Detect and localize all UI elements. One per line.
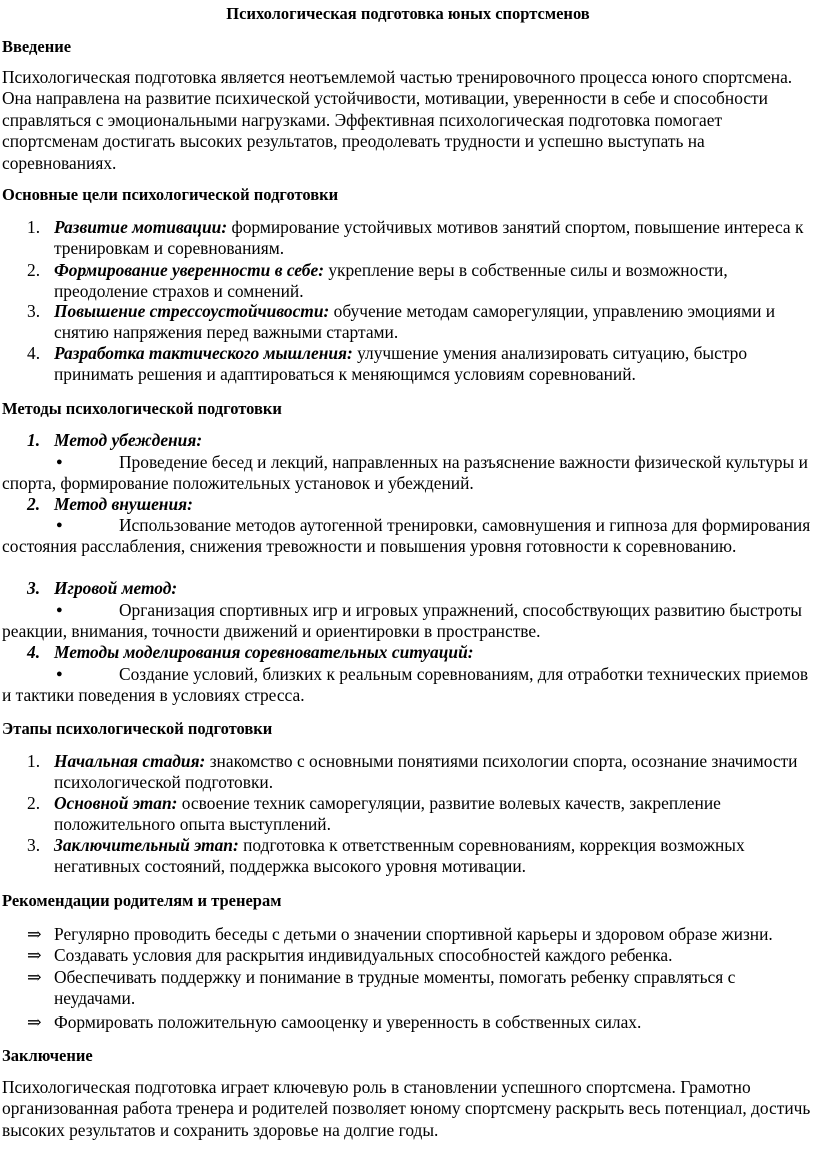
goal-text: улучшение умения анализировать ситуацию, быстро принимать решения и адаптироваться к меняющимся условиям соревнований. xyxy=(54,343,748,385)
goal-text: обучение методам саморегуляции, управлению эмоциями и снятию напряжения перед важными стартами. xyxy=(54,301,776,343)
methods-heading: Методы психологической подготовки xyxy=(2,399,282,418)
method-bullet xyxy=(2,600,814,643)
method-title xyxy=(27,430,813,451)
recommendation-item xyxy=(27,924,813,945)
goal-number: 4. xyxy=(27,343,41,363)
recommendation-text: Регулярно проводить беседы с детьми о значении спортивной карьеры и здоровом образе жизни. xyxy=(54,924,773,944)
method-number: 2. xyxy=(27,494,41,514)
document-title: Психологическая подготовка юных спортсменов xyxy=(226,4,590,23)
method-bullet-text: Организация спортивных игр и игровых упражнений, способствующих развитию быстроты реакции, внимания, точности движений и ориентировки в пространстве. xyxy=(2,600,802,642)
conclusion-heading: Заключение xyxy=(2,1046,93,1065)
recommendation-text: Формировать положительную самооценку и уверенность в собственных силах. xyxy=(54,1012,642,1032)
arrow-right-icon: ⇒ xyxy=(27,945,42,965)
goal-number: 1. xyxy=(27,217,41,237)
goal-item xyxy=(27,343,813,386)
goal-text: формирование устойчивых мотивов занятий спортом, повышение интереса к тренировкам и соревнованиям. xyxy=(54,217,804,259)
bullet-dot-icon: ● xyxy=(56,668,63,680)
stage-text: освоение техник саморегуляции, развитие волевых качеств, закрепление положительного опыта выступлений. xyxy=(54,793,721,835)
arrow-right-icon: ⇒ xyxy=(27,967,42,987)
goal-item xyxy=(27,260,813,303)
method-bullet xyxy=(2,664,814,707)
method-bullet xyxy=(2,452,814,495)
method-bullet-text: Создание условий, близких к реальным соревнованиям, для отработки технических приемов и тактики поведения в условиях стресса. xyxy=(2,664,809,706)
method-term: Метод убеждения: xyxy=(54,430,203,450)
stage-text: знакомство с основными понятиями психологии спорта, осознание значимости психологической подготовки. xyxy=(54,751,798,793)
stage-number: 2. xyxy=(27,793,41,813)
goal-term: Разработка тактического мышления: xyxy=(54,343,353,363)
intro-heading: Введение xyxy=(2,37,72,56)
method-title xyxy=(27,578,813,599)
method-term: Метод внушения: xyxy=(54,494,193,514)
method-bullet-text: Проведение бесед и лекций, направленных на разъяснение важности физической культуры и спорта, формирование положительных установок и убеждений. xyxy=(2,452,808,494)
goal-term: Развитие мотивации: xyxy=(54,217,228,237)
method-term: Методы моделирования соревновательных ситуаций: xyxy=(54,642,474,662)
stage-term: Основной этап: xyxy=(54,793,178,813)
goal-item xyxy=(27,301,813,344)
goal-term: Повышение стрессоустойчивости: xyxy=(54,301,330,321)
conclusion-paragraph: Психологическая подготовка играет ключевую роль в становлении успешного спортсмена. Грамотно организованная работа тренера и родителей позволяет юному спортсмену раскрыть весь потенциал, достичь высоких результатов и сохранить здоровье на долгие годы. xyxy=(2,1077,811,1140)
method-bullet-text: Использование методов аутогенной тренировки, самовнушения и гипноза для формирования состояния расслабления, снижения тревожности и повышения уровня готовности к соревнованию. xyxy=(2,515,811,557)
bullet-dot-icon: ● xyxy=(56,456,63,468)
goal-number: 2. xyxy=(27,260,41,280)
method-title xyxy=(27,642,813,663)
recommendation-text: Обеспечивать поддержку и понимание в трудные моменты, помогать ребенку справляться с неудачами. xyxy=(54,967,736,1009)
arrow-right-icon: ⇒ xyxy=(27,924,42,944)
stage-text: подготовка к ответственным соревнованиям, коррекция возможных негативных состояний, поддержка высокого уровня мотивации. xyxy=(54,835,745,877)
bullet-dot-icon: ● xyxy=(56,519,63,531)
method-title xyxy=(27,494,813,515)
bullet-dot-icon: ● xyxy=(56,604,63,616)
stage-item xyxy=(27,751,813,794)
stage-term: Начальная стадия: xyxy=(54,751,206,771)
recommendation-item xyxy=(27,1012,813,1033)
recommendation-item xyxy=(27,945,813,966)
recommendations-heading: Рекомендации родителям и тренерам xyxy=(2,891,282,910)
stage-number: 3. xyxy=(27,835,41,855)
arrow-right-icon: ⇒ xyxy=(27,1012,42,1032)
method-number: 4. xyxy=(27,642,41,662)
recommendation-text: Создавать условия для раскрытия индивидуальных способностей каждого ребенка. xyxy=(54,945,673,965)
stages-heading: Этапы психологической подготовки xyxy=(2,719,273,738)
method-number: 1. xyxy=(27,430,41,450)
recommendation-item xyxy=(27,967,813,1010)
method-number: 3. xyxy=(27,578,41,598)
stage-number: 1. xyxy=(27,751,41,771)
goals-heading: Основные цели психологической подготовки xyxy=(2,185,339,204)
stage-item xyxy=(27,793,813,836)
stage-term: Заключительный этап: xyxy=(54,835,239,855)
goal-text: укрепление веры в собственные силы и возможности, преодоление страхов и сомнений. xyxy=(54,260,728,302)
method-bullet xyxy=(2,515,814,558)
goal-term: Формирование уверенности в себе: xyxy=(54,260,324,280)
goal-number: 3. xyxy=(27,301,41,321)
stage-item xyxy=(27,835,813,878)
intro-paragraph: Психологическая подготовка является неотъемлемой частью тренировочного процесса юного спортсмена. Она направлена на развитие психической устойчивости, мотивации, уверенности в себе и способности справляться с эмоциональными нагрузками. Эффективная психологическая подготовка помогает спортсменам достигать высоких результатов, преодолевать трудности и успешно выступать на соревнованиях. xyxy=(2,67,793,173)
goal-item xyxy=(27,217,813,260)
method-term: Игровой метод: xyxy=(54,578,178,598)
